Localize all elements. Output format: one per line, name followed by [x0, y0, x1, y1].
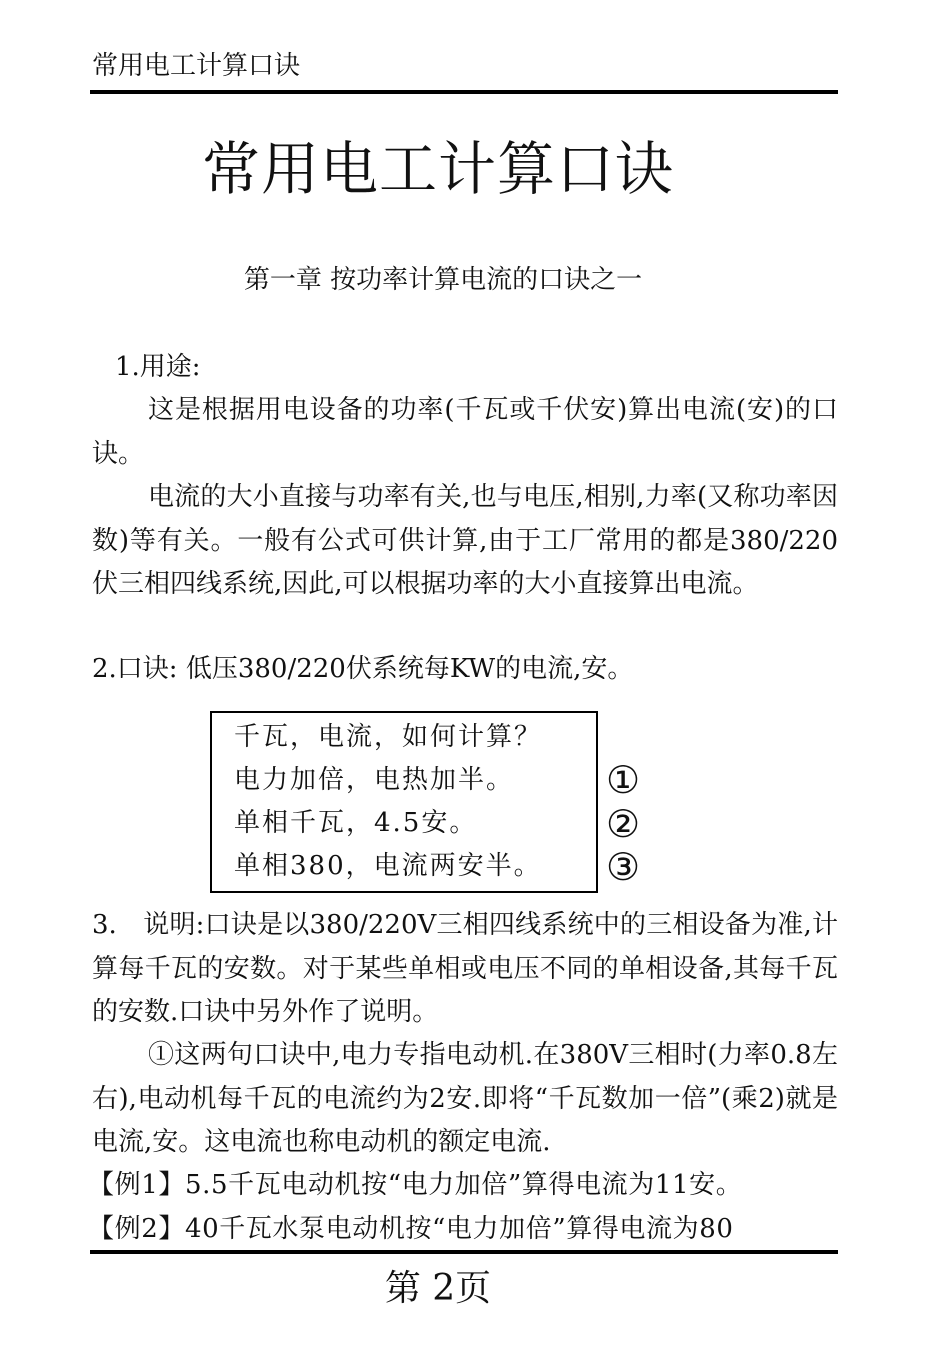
circled-number-marker: ①	[605, 758, 641, 802]
section-3-paragraph: 3. 说明:口诀是以380/220V三相四线系统中的三相设备为准,计算每千瓦的安数。对于某些单相或电压不同的单相设备,其每千瓦的安数.口诀中另外作了说明。	[92, 910, 838, 1027]
examples-list	[88, 1164, 848, 1251]
section-1-paragraph-1: 这是根据用电设备的功率(千瓦或千伏安)算出电流(安)的口诀。	[92, 395, 838, 469]
document-title: 常用电工计算口诀	[201, 135, 674, 203]
formula-line: 单相千瓦，4.5安。	[234, 808, 478, 838]
circled-number-marker: ③	[605, 845, 641, 889]
section-2-heading: 2.口诀: 低压380/220伏系统每KW的电流,安。	[92, 654, 634, 684]
formula-line: 电力加倍，电热加半。	[234, 765, 515, 795]
section-1-paragraph-2: 电流的大小直接与功率有关,也与电压,相别,力率(又称功率因数)等有关。一般有公式可供计算,由于工厂常用的都是380/220伏三相四线系统,因此,可以根据功率的大小直接算出电流。	[92, 482, 838, 599]
formula-line: 单相380，电流两安半。	[234, 851, 542, 881]
page-number: 第 2页	[384, 1268, 492, 1309]
formula-line: 千瓦，电流，如何计算？	[234, 722, 543, 752]
formula-box	[210, 711, 598, 893]
section-3-note: ①这两句口诀中,电力专指电动机.在380V三相时(力率0.8左右),电动机每千瓦的电流约为2安.即将“千瓦数加一倍”(乘2)就是电流,安。这电流也称电动机的额定电流.	[92, 1040, 838, 1157]
section-1-heading: 1.用途:	[115, 352, 201, 382]
example-item: 【例1】5.5千瓦电动机按“电力加倍”算得电流为11安。	[88, 1170, 743, 1200]
example-item: 【例2】40千瓦水泵电动机按“电力加倍”算得电流为80	[88, 1213, 734, 1244]
footer-rule	[90, 1250, 838, 1254]
circled-number-marker: ②	[605, 802, 641, 846]
running-header: 常用电工计算口诀	[92, 51, 301, 81]
header-rule	[90, 90, 838, 94]
chapter-title: 第一章 按功率计算电流的口诀之一	[243, 265, 643, 295]
